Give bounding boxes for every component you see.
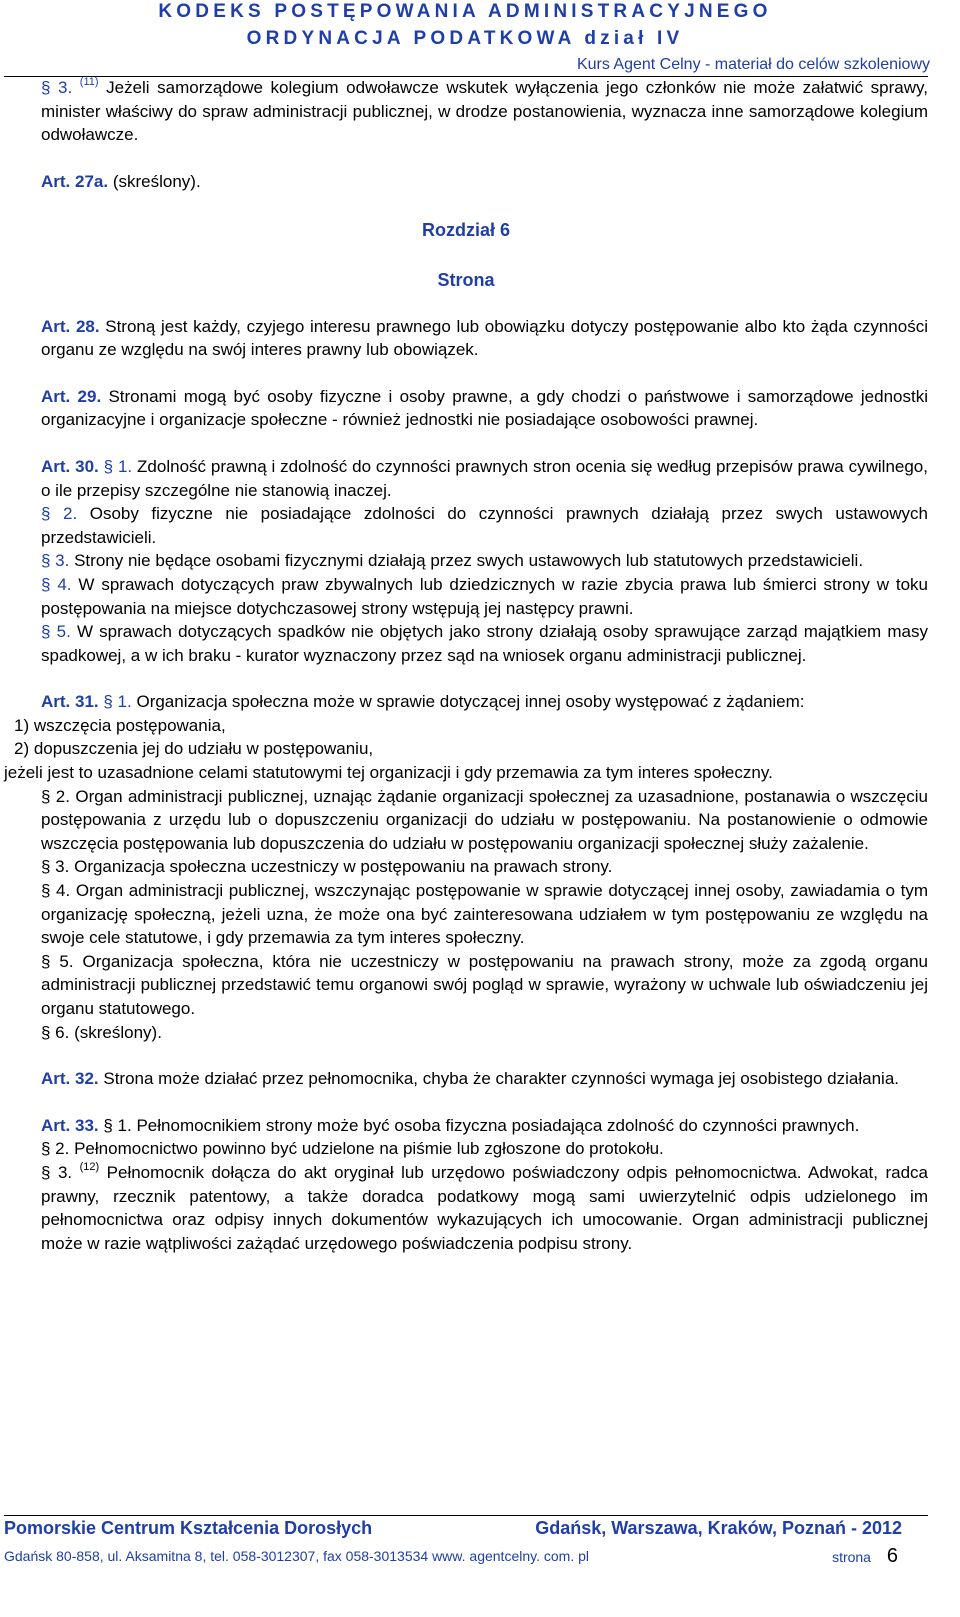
footer-address: Gdańsk 80-858, ul. Aksamitna 8, tel. 058-3012307, fax 058-3013534 www. agentcelny. com. pl bbox=[4, 1548, 589, 1564]
paragraph-text: Pełnomocnictwo powinno być udzielone na piśmie lub zgłoszone do protokołu. bbox=[74, 1139, 664, 1159]
page-number: 6 bbox=[886, 1545, 898, 1567]
article-label: Art. 27a. bbox=[41, 171, 109, 191]
paragraph-text: Organizacja społeczna, która nie uczestniczy w postępowaniu na prawach strony, może za zgodą organu administracji publicznej przedstawić temu organowi swój pogląd w sprawie, wyrażony w uchwale lub oświadczeniu jej organu statutowego. bbox=[41, 951, 928, 1018]
article-31-p6 bbox=[4, 1021, 928, 1045]
article-text: Stronami mogą być osoby fizyczne i osoby prawne, a gdy chodzi o państwowe i samorządowe jednostki organizacyjne i organizacje społeczne - również jednostki nie posiadające osobowości prawnej. bbox=[41, 386, 928, 430]
article-30-p2 bbox=[4, 502, 928, 549]
section-number: § 5. bbox=[41, 951, 74, 971]
article-31-p2 bbox=[4, 785, 928, 856]
paragraph-text: Strony nie będące osobami fizycznymi działają przez swych ustawowych lub statutowych przedstawicieli. bbox=[74, 551, 864, 571]
paragraph-text: Pełnomocnik dołącza do akt oryginał lub urzędowo poświadczony odpis pełnomocnictwa. Adwokat, radca prawny, rzecznik patentowy, a także doradca podatkowy mogą sami uwierzytelnić odpis udzielonego im pełnomocnictwa oraz odpisy innych dokumentów wykazujących ich umocowanie. Organ administracji publicznej może w razie wątpliwości zażądać urzędowego poświadczenia podpisu strony. bbox=[41, 1162, 928, 1253]
paragraph-text: W sprawach dotyczących spadków nie objętych jako strony działają osoby sprawujące zarząd majątkiem masy spadkowej, a w ich braku - kurator wyznaczony przez sąd na wniosek organu administracji publicznej. bbox=[41, 622, 928, 665]
article-text: Strona może działać przez pełnomocnika, chyba że charakter czynności wymaga jej osobistego działania. bbox=[103, 1069, 900, 1089]
list-item: 1) wszczęcia postępowania, bbox=[14, 715, 226, 735]
section-number: § 5. bbox=[41, 622, 71, 642]
paragraph-text: Organ administracji publicznej, uznając żądanie organizacji społecznej za uzasadnione, postanawia o wszczęciu postępowania z urzędu lub o dopuszczeniu organizacji do udziału w postępowaniu. Na postanowienie o odmowie wszczęcia postępowania lub dopuszczenia do udziału w postępowaniu organizacji społecznej służy zażalenie. bbox=[41, 786, 928, 853]
article-31-p1 bbox=[4, 690, 928, 714]
section-number: § 1. bbox=[103, 692, 132, 712]
paragraph-text: Pełnomocnikiem strony może być osoba fizyczna posiadająca zdolność do czynności prawnych. bbox=[136, 1115, 860, 1135]
section-number: § 3. bbox=[41, 78, 73, 97]
list-item: 2) dopuszczenia jej do udziału w postępowaniu, bbox=[14, 739, 374, 759]
paragraph-text: Jeżeli samorządowe kolegium odwoławcze wskutek wyłączenia jego członków nie może załatwić sprawy, minister właściwy do spraw administracji publicznej, w drodze postanowienia, wyznacza inne samorządowe kolegium odwoławcze. bbox=[41, 78, 928, 145]
section-number: § 3. bbox=[41, 551, 70, 571]
article-label: Art. 32. bbox=[41, 1069, 99, 1089]
footer-main bbox=[4, 1518, 928, 1539]
page-label: strona bbox=[832, 1549, 871, 1565]
section-number: § 6. bbox=[41, 1022, 70, 1042]
header-title-line1: KODEKS POSTĘPOWANIA ADMINISTRACYJNEGO bbox=[158, 1, 772, 22]
section-number: § 3. bbox=[41, 857, 70, 877]
paragraph-text: Organizacja społeczna uczestniczy w postępowaniu na prawach strony. bbox=[74, 857, 613, 877]
article-31-p4 bbox=[4, 879, 928, 950]
chapter-title: Strona bbox=[437, 269, 495, 290]
paragraph-text: Zdolność prawną i zdolność do czynności prawnych stron ocenia się według przepisów prawa cywilnego, o ile przepisy szczególne nie stanowią inaczej. bbox=[41, 456, 928, 500]
section-number: § 3. bbox=[41, 1162, 73, 1182]
footnote-ref: (12) bbox=[79, 1160, 100, 1173]
section-number: § 4. bbox=[41, 574, 72, 594]
chapter-heading: Rozdział 6 bbox=[421, 220, 510, 241]
section-number: § 4. bbox=[41, 881, 71, 901]
article-label: Art. 30. bbox=[41, 456, 99, 476]
article-30-p3 bbox=[4, 549, 928, 573]
paragraph-27-3 bbox=[4, 76, 928, 147]
header-subtitle: Kurs Agent Celny - materiał do celów szkoleniowy bbox=[576, 56, 930, 73]
paragraph-text: Organ administracji publicznej, wszczynając postępowanie w sprawie dotyczącej innej osoby, zawiadamia o tym organizację społeczną, jeżeli uzna, że może ona być zainteresowana udziałem w tym postępowaniu ze względu na swoje cele statutowe, i gdy przemawia za tym interes społeczny. bbox=[41, 881, 929, 948]
footnote-ref: (11) bbox=[79, 76, 99, 88]
article-28 bbox=[4, 315, 928, 362]
footer-cities: Gdańsk, Warszawa, Kraków, Poznań - 2012 bbox=[535, 1518, 902, 1538]
article-label: Art. 29. bbox=[41, 386, 102, 406]
article-33-p3 bbox=[4, 1161, 928, 1255]
article-30-p4 bbox=[4, 573, 928, 620]
article-32 bbox=[4, 1067, 928, 1091]
article-33-p2 bbox=[4, 1137, 928, 1161]
section-number: § 2. bbox=[41, 504, 78, 524]
paragraph-text: (skreślony). bbox=[74, 1022, 162, 1042]
footer-organization: Pomorskie Centrum Kształcenia Dorosłych bbox=[4, 1518, 373, 1538]
paragraph-text: Osoby fizyczne nie posiadające zdolności do czynności prawnych działają przez swych ustawowych przedstawicieli. bbox=[41, 504, 928, 547]
article-30-p5 bbox=[4, 620, 928, 667]
article-label: Art. 33. bbox=[41, 1115, 99, 1135]
article-33-p1 bbox=[4, 1114, 928, 1138]
document-body bbox=[4, 76, 928, 1255]
section-number: § 1. bbox=[103, 1115, 132, 1135]
article-31-p5 bbox=[4, 950, 928, 1021]
paragraph-text: W sprawach dotyczących praw zbywalnych lub dziedzicznych w razie zbycia prawa lub śmierci strony w toku postępowania na miejsce dotychczasowej strony wstępują jej następcy prawni. bbox=[41, 574, 928, 618]
section-number: § 2. bbox=[41, 786, 70, 806]
article-30-p1 bbox=[4, 455, 928, 502]
article-label: Art. 31. bbox=[41, 692, 99, 712]
article-text: Stroną jest każdy, czyjego interesu prawnego lub obowiązku dotyczy postępowanie albo kto żąda czynności organu ze względu na swój interes prawny lub obowiązek. bbox=[41, 316, 928, 360]
article-29 bbox=[4, 385, 928, 432]
page-indicator bbox=[832, 1545, 898, 1568]
footer-rule bbox=[4, 1515, 928, 1516]
article-31-p3 bbox=[4, 855, 928, 879]
footer-contact bbox=[4, 1545, 928, 1567]
paragraph-tail: jeżeli jest to uzasadnione celami statutowymi tej organizacji i gdy przemawia za tym interes społeczny. bbox=[4, 763, 773, 783]
article-27a bbox=[4, 170, 928, 194]
article-label: Art. 28. bbox=[41, 316, 100, 336]
section-number: § 1. bbox=[103, 456, 133, 476]
article-text: (skreślony). bbox=[112, 171, 201, 191]
header-title-line2: ORDYNACJA PODATKOWA dział IV bbox=[246, 28, 684, 49]
paragraph-text: Organizacja społeczna może w sprawie dotyczącej innej osoby występować z żądaniem: bbox=[136, 692, 805, 712]
section-number: § 2. bbox=[41, 1139, 70, 1159]
